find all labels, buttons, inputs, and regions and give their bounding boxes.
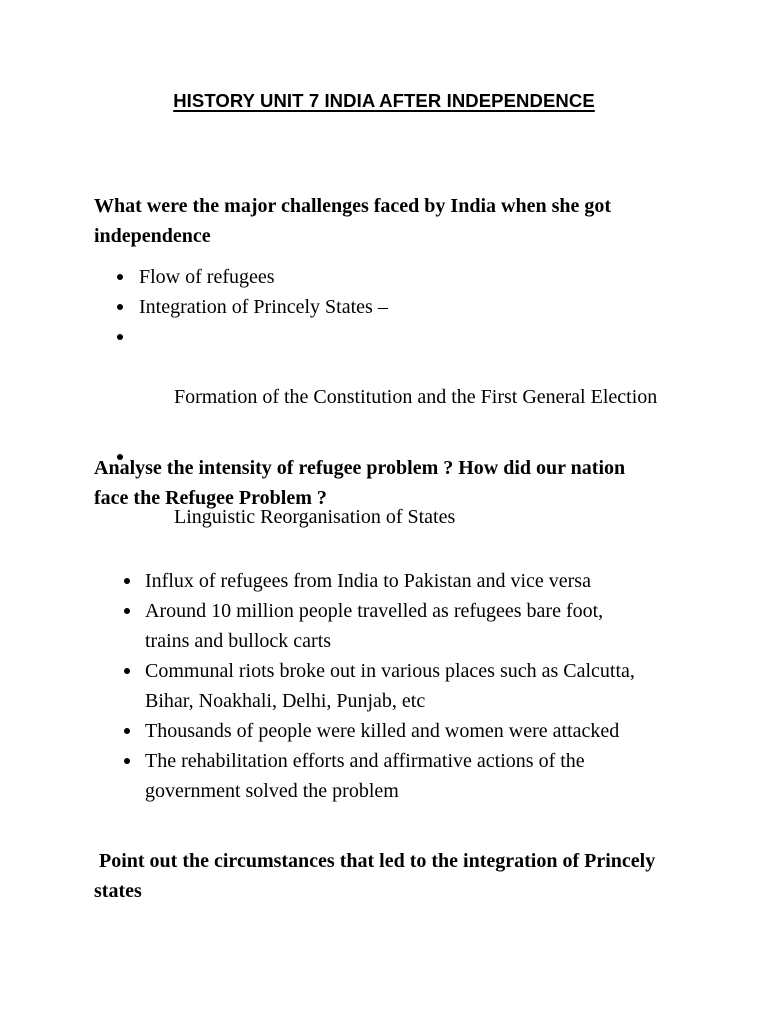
list-item xyxy=(139,262,699,292)
bullet-icon xyxy=(124,668,130,674)
list-item-text: Linguistic Reorganisation of States xyxy=(169,506,456,528)
refugee-list xyxy=(145,566,685,806)
bullet-icon xyxy=(124,578,130,584)
list-item-text: Integration of Princely States – xyxy=(139,296,388,318)
list-item xyxy=(139,292,699,322)
bullet-icon xyxy=(124,758,130,764)
question-major-challenges: What were the major challenges faced by India when she got independence xyxy=(94,195,612,247)
list-item-text: Formation of the Constitution and the First General Election xyxy=(169,386,658,408)
bullet-icon xyxy=(117,334,123,340)
page-title: HISTORY UNIT 7 INDIA AFTER INDEPENDENCE xyxy=(173,90,595,111)
list-item-text: Communal riots broke out in various places such as Calcutta, Bihar, Noakhali, Delhi, Punjab, etc xyxy=(145,660,635,712)
challenges-list xyxy=(139,262,699,562)
list-item xyxy=(145,566,685,596)
question-princely-states: Point out the circumstances that led to the integration of Princely states xyxy=(94,850,661,902)
bullet-icon xyxy=(117,304,123,310)
list-item-text: Thousands of people were killed and women were attacked xyxy=(145,720,620,742)
list-item xyxy=(145,596,685,656)
list-item-text: Around 10 million people travelled as refugees bare foot, trains and bullock carts xyxy=(145,600,604,652)
list-item-text: Influx of refugees from India to Pakistan and vice versa xyxy=(145,570,591,592)
list-item-text: Flow of refugees xyxy=(139,266,275,288)
bullet-icon xyxy=(124,728,130,734)
list-item xyxy=(145,746,685,806)
list-item xyxy=(145,656,685,716)
list-item xyxy=(139,322,699,442)
question-refugee-problem: Analyse the intensity of refugee problem ? How did our nation face the Refugee Problem ? xyxy=(94,457,626,509)
list-item xyxy=(145,716,685,746)
list-item-text: The rehabilitation efforts and affirmative actions of the government solved the problem xyxy=(145,750,585,802)
bullet-icon xyxy=(124,608,130,614)
bullet-icon xyxy=(117,274,123,280)
